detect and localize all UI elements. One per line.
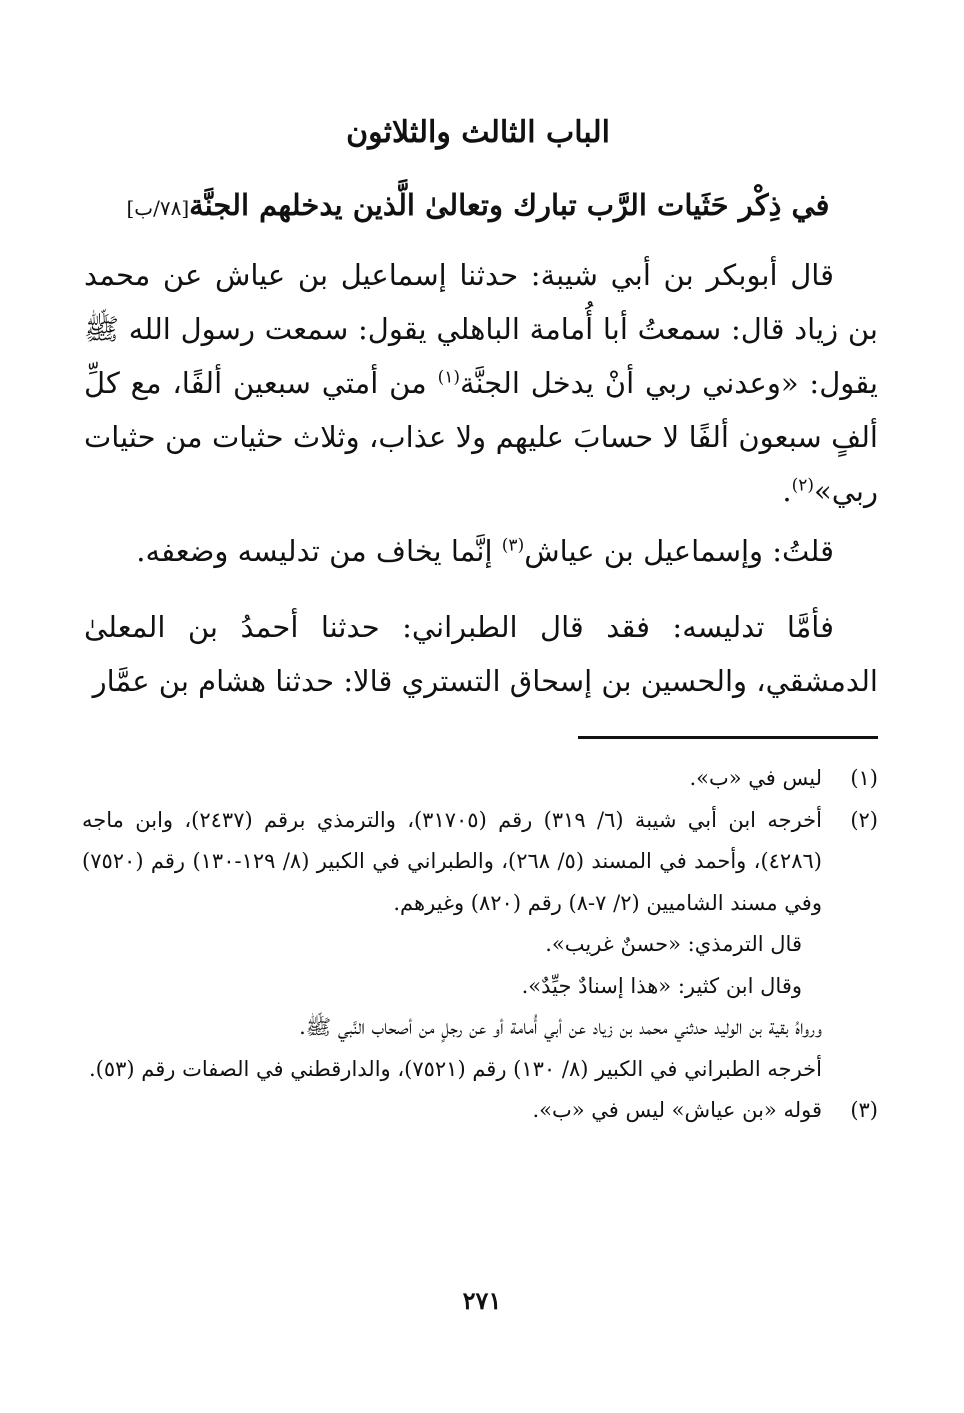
footnote-text: ليس في «ب». (689, 766, 822, 790)
footnote-number: (١) (850, 766, 878, 790)
footnote-text: أخرجه ابن أبي شيبة (٦/ ٣١٩) رقم (٣١٧٠٥)، والترمذي برقم (٢٤٣٧)، وابن ماجه (٤٢٨٦)، وأحمد في المسند (٥/ ٢٦٨)، والطبراني في الكبير (٨/ ١٢٩-١٣٠) رقم (٧٥٢٠) وفي مسند الشاميين (٢/ ٧-٨) رقم (٨٢٠) وغيرهم. (82, 807, 822, 915)
page-number: ٢٧١ (462, 1286, 502, 1315)
manuscript-marker: [٧٨/ب] (126, 196, 190, 220)
chapter-subtitle-text: في ذِكْر حَثَيات الرَّب تبارك وتعالىٰ الَّذين يدخلهم الجنَّة (189, 188, 830, 222)
paragraph-hadith-part-b: من أمتي سبعين ألفًا، مع كلِّ ألفٍ سبعون ألفًا لا حسابَ عليهم ولا عذاب، وثلاث حثيات من حثيات ربي» (84, 366, 878, 508)
footnote-separator (578, 736, 878, 739)
paragraph-comment (84, 524, 878, 578)
footnote-2-tabarani: أخرجه الطبراني في الكبير (٨/ ١٣٠) رقم (٧٥٢١)، والدارقطني في الصفات رقم (٥٣). (88, 1056, 822, 1081)
chapter-subtitle (80, 180, 876, 233)
footnote-2-tirmidhi: قال الترمذي: «حسنٌ غريب». (545, 932, 802, 956)
footnote-ref-2[interactable]: (٢) (791, 475, 814, 496)
footnote-number: (٢) (850, 807, 878, 832)
footnote-body (82, 758, 822, 800)
paragraph-tadlis: فأمَّا تدليسه: فقد قال الطبراني: حدثنا أحمدُ بن المعلىٰ الدمشقي، والحسين بن إسحاق التستري قالا: حدثنا هشام بن عمَّار (84, 610, 878, 698)
footnote-ref-3[interactable]: (٣) (501, 535, 525, 556)
footnotes (82, 758, 878, 1132)
footnote-text: قوله «بن عياش» ليس في «ب». (532, 1098, 822, 1122)
footnote-2-ibn-kathir: وقال ابن كثير: «هذا إسنادٌ جيِّدٌ». (521, 973, 802, 998)
footnote-number: (٣) (850, 1098, 878, 1122)
paragraph-hadith-part-c: . (782, 474, 792, 508)
paragraph-comment-part-b: إنَّما يخاف من تدليسه وضعفه. (136, 534, 502, 568)
footnote-1 (82, 758, 878, 800)
footnote-3 (82, 1090, 878, 1132)
footnote-body (82, 1090, 822, 1132)
footnote-2-baqiyya: ورواهُ بقية بن الوليد حدثني محمد بن زياد عن أبي أُمامة أو عن رجلٍ من أصحاب النَّبي ﷺ. (299, 1015, 822, 1039)
paragraph-hadith-part-a: قال أبوبكر بن أبي شيبة: حدثنا إسماعيل بن عياش عن محمد بن زياد قال: سمعتُ أبا أُمامة الباهلي يقول: سمعت رسول الله ﷺ يقول: «وعدني ربي أنْ يدخل الجنَّة (84, 258, 878, 400)
chapter-title: الباب الثالث والثلاثون (346, 115, 610, 150)
paragraph-comment-part-a: قلتُ: وإسماعيل بن عياش (524, 534, 834, 568)
footnote-2 (82, 800, 878, 925)
paragraph-hadith (84, 248, 878, 518)
footnote-body (82, 800, 822, 925)
footnote-ref-1[interactable]: (١) (437, 367, 460, 388)
